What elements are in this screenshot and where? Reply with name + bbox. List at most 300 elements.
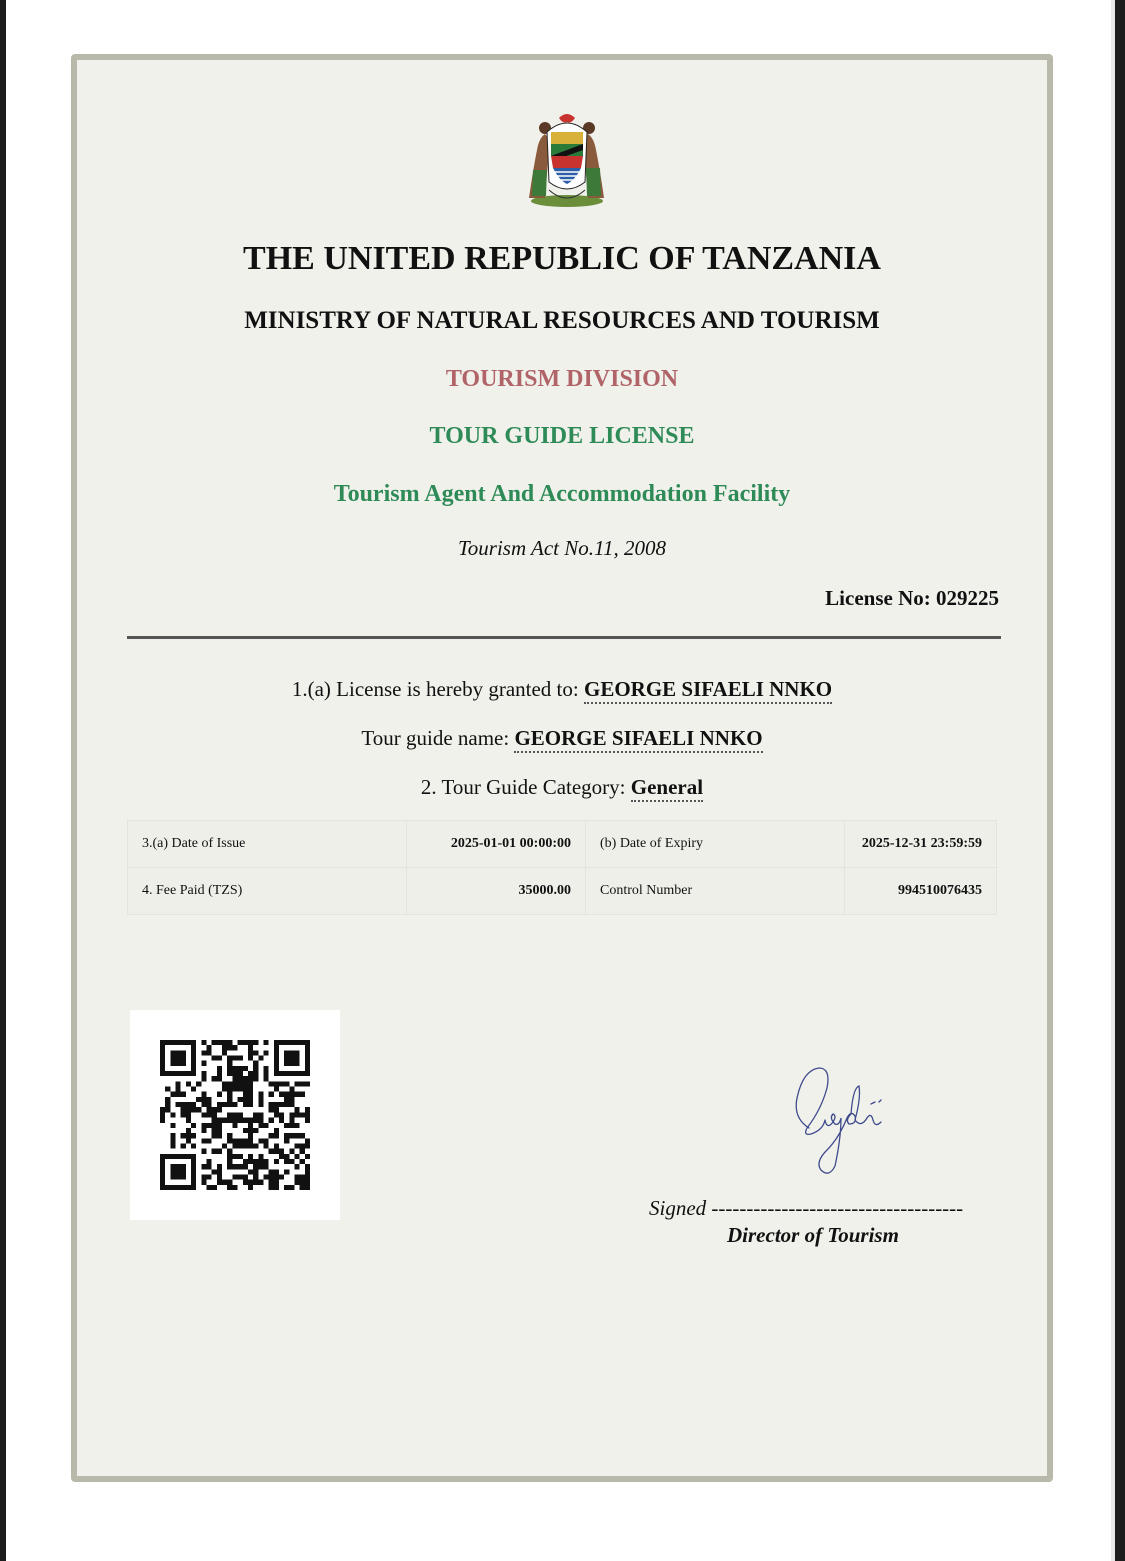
qr-module [176,1174,181,1179]
qr-module [212,1185,217,1190]
qr-module [238,1097,243,1102]
qr-code-icon [160,1040,310,1190]
qr-module [289,1061,294,1066]
qr-module [165,1154,170,1159]
qr-module [232,1071,237,1076]
qr-module [201,1040,206,1045]
qr-module [258,1123,263,1128]
qr-module [253,1050,258,1055]
qr-module [289,1040,294,1045]
qr-module [269,1174,274,1179]
qr-module [201,1164,206,1169]
qr-module [279,1118,284,1123]
qr-module [300,1071,305,1076]
qr-module [274,1133,279,1138]
qr-module [201,1180,206,1185]
qr-module [217,1076,222,1081]
qr-module [258,1112,263,1117]
qr-module [238,1118,243,1123]
qr-module [232,1154,237,1159]
qr-module [258,1118,263,1123]
qr-module [294,1081,299,1086]
qr-module [253,1118,258,1123]
qr-module [227,1159,232,1164]
qr-module [263,1071,268,1076]
qr-module [181,1185,186,1190]
qr-module [165,1040,170,1045]
qr-module [238,1081,243,1086]
qr-module [274,1061,279,1066]
qr-module [248,1123,253,1128]
qr-module [269,1107,274,1112]
qr-module [274,1159,279,1164]
qr-module [248,1159,253,1164]
qr-module [212,1107,217,1112]
signed-label: Signed [649,1196,707,1220]
qr-module [294,1071,299,1076]
qr-module [217,1133,222,1138]
qr-module [212,1056,217,1061]
qr-module [217,1102,222,1107]
qr-module [294,1123,299,1128]
qr-module [170,1056,175,1061]
qr-module [263,1164,268,1169]
qr-module [186,1133,191,1138]
qr-module [170,1174,175,1179]
qr-module [207,1097,212,1102]
qr-module [176,1164,181,1169]
signature-image [763,1058,889,1184]
qr-module [191,1061,196,1066]
grant-line-category [77,775,1047,800]
qr-module [176,1154,181,1159]
qr-module [212,1149,217,1154]
qr-module [274,1050,279,1055]
qr-module [263,1174,268,1179]
qr-module [212,1112,217,1117]
expiry-date-label: (b) Date of Expiry [586,821,845,868]
qr-module [289,1123,294,1128]
qr-module [305,1081,310,1086]
qr-module [176,1169,181,1174]
qr-module [222,1081,227,1086]
qr-module [284,1123,289,1128]
certificate-frame [71,54,1053,1482]
qr-module [181,1107,186,1112]
qr-module [248,1118,253,1123]
qr-module [243,1081,248,1086]
qr-module [263,1050,268,1055]
qr-module [248,1169,253,1174]
qr-module [269,1169,274,1174]
qr-module [227,1061,232,1066]
qr-module [289,1056,294,1061]
qr-module [165,1087,170,1092]
qr-module [227,1149,232,1154]
qr-module [253,1040,258,1045]
qr-module [258,1102,263,1107]
qr-module [176,1071,181,1076]
qr-module [212,1076,217,1081]
divider [127,636,1001,639]
qr-module [274,1066,279,1071]
qr-module [186,1128,191,1133]
qr-module [258,1154,263,1159]
qr-module [305,1185,310,1190]
qr-module [181,1112,186,1117]
qr-module [274,1087,279,1092]
qr-module [305,1050,310,1055]
qr-module [269,1180,274,1185]
qr-module [160,1118,165,1123]
qr-module [263,1123,268,1128]
qr-module [279,1071,284,1076]
qr-module [305,1174,310,1179]
qr-module [181,1133,186,1138]
qr-module [232,1045,237,1050]
qr-module [248,1081,253,1086]
qr-module [170,1133,175,1138]
qr-module [284,1185,289,1190]
qr-module [238,1112,243,1117]
qr-module [258,1164,263,1169]
qr-module [274,1081,279,1086]
qr-module [232,1123,237,1128]
qr-module [243,1087,248,1092]
qr-module [305,1056,310,1061]
qr-module [165,1185,170,1190]
qr-module [170,1040,175,1045]
qr-module [289,1050,294,1055]
qr-module [289,1102,294,1107]
qr-module [294,1154,299,1159]
qr-module [160,1107,165,1112]
qr-module [217,1164,222,1169]
qr-module [279,1040,284,1045]
qr-module [207,1185,212,1190]
qr-module [201,1149,206,1154]
qr-module [227,1164,232,1169]
qr-module [160,1045,165,1050]
qr-module [294,1107,299,1112]
qr-module [243,1128,248,1133]
qr-module [227,1118,232,1123]
qr-module [212,1133,217,1138]
qr-module [222,1118,227,1123]
qr-module [191,1174,196,1179]
qr-module [305,1045,310,1050]
qr-module [191,1169,196,1174]
qr-module [227,1138,232,1143]
qr-module [243,1164,248,1169]
qr-module [243,1066,248,1071]
qr-module [232,1056,237,1061]
qr-module [170,1164,175,1169]
qr-module [186,1040,191,1045]
qr-module [160,1071,165,1076]
qr-module [263,1143,268,1148]
screen-edge-left [0,0,6,1561]
qr-module [196,1097,201,1102]
qr-module [201,1071,206,1076]
qr-module [191,1180,196,1185]
qr-module [279,1081,284,1086]
qr-module [253,1159,258,1164]
qr-module [186,1185,191,1190]
qr-module [160,1056,165,1061]
qr-module [160,1169,165,1174]
qr-module [227,1081,232,1086]
grant-label: 1.(a) License is hereby granted to: [291,677,579,701]
qr-module [181,1154,186,1159]
qr-module [305,1071,310,1076]
qr-module [279,1174,284,1179]
qr-module [201,1112,206,1117]
qr-module [191,1185,196,1190]
qr-module [300,1185,305,1190]
qr-module [300,1081,305,1086]
qr-module [269,1102,274,1107]
qr-module [248,1143,253,1148]
qr-module [165,1071,170,1076]
qr-module [258,1138,263,1143]
fee-paid-label: 4. Fee Paid (TZS) [128,868,407,915]
qr-module [227,1185,232,1190]
qr-module [269,1092,274,1097]
qr-module [274,1056,279,1061]
qr-module [191,1087,196,1092]
qr-module [294,1092,299,1097]
qr-module [274,1149,279,1154]
qr-module [305,1066,310,1071]
qr-module [284,1056,289,1061]
qr-module [207,1045,212,1050]
qr-module [217,1174,222,1179]
qr-module [294,1061,299,1066]
qr-module [232,1076,237,1081]
qr-module [160,1164,165,1169]
qr-module [243,1076,248,1081]
qr-module [201,1128,206,1133]
qr-module [300,1180,305,1185]
qr-module [232,1081,237,1086]
qr-module [191,1066,196,1071]
qr-module [212,1123,217,1128]
qr-module [243,1102,248,1107]
qr-module [243,1097,248,1102]
qr-module [305,1143,310,1148]
qr-module [232,1143,237,1148]
expiry-date-value: 2025-12-31 23:59:59 [845,821,997,868]
qr-module [274,1102,279,1107]
qr-module [232,1185,237,1190]
qr-module [289,1159,294,1164]
qr-module [207,1123,212,1128]
qr-module [274,1071,279,1076]
qr-module [201,1102,206,1107]
qr-module [160,1040,165,1045]
qr-module [284,1061,289,1066]
qr-module [248,1092,253,1097]
qr-module [201,1050,206,1055]
qr-module [274,1107,279,1112]
qr-module [284,1081,289,1086]
qr-module [217,1056,222,1061]
qr-module [263,1040,268,1045]
qr-module [294,1180,299,1185]
ministry-title: MINISTRY OF NATURAL RESOURCES AND TOURISM [244,307,880,334]
qr-module [165,1107,170,1112]
qr-module [279,1154,284,1159]
qr-module [170,1143,175,1148]
qr-module [170,1123,175,1128]
qr-module [232,1174,237,1179]
qr-module [305,1061,310,1066]
qr-module [191,1123,196,1128]
qr-module [269,1185,274,1190]
qr-module [222,1050,227,1055]
qr-module [186,1071,191,1076]
qr-module [170,1050,175,1055]
qr-module [238,1066,243,1071]
qr-module [227,1087,232,1092]
qr-module [201,1061,206,1066]
qr-module [294,1143,299,1148]
qr-module [243,1092,248,1097]
qr-module [217,1128,222,1133]
qr-module [300,1159,305,1164]
qr-module [300,1040,305,1045]
qr-module [238,1174,243,1179]
qr-module [201,1097,206,1102]
qr-module [248,1133,253,1138]
qr-module [217,1118,222,1123]
qr-module [176,1092,181,1097]
grant-line-licensee [77,677,1047,702]
issue-date-label: 3.(a) Date of Issue [128,821,407,868]
qr-module [269,1118,274,1123]
qr-module [176,1056,181,1061]
qr-module [170,1112,175,1117]
qr-module [227,1154,232,1159]
qr-module [263,1076,268,1081]
qr-module [181,1061,186,1066]
qr-module [186,1107,191,1112]
qr-module [294,1056,299,1061]
qr-module [181,1092,186,1097]
qr-module [258,1056,263,1061]
qr-module [279,1092,284,1097]
qr-module [170,1138,175,1143]
qr-module [238,1056,243,1061]
qr-module [191,1107,196,1112]
qr-module [284,1050,289,1055]
qr-module [160,1066,165,1071]
qr-module [284,1159,289,1164]
qr-module [207,1112,212,1117]
qr-module [212,1118,217,1123]
qr-module [248,1154,253,1159]
qr-module [191,1071,196,1076]
qr-module [186,1102,191,1107]
qr-module [269,1133,274,1138]
qr-module [207,1164,212,1169]
qr-module [170,1092,175,1097]
qr-module [227,1071,232,1076]
qr-module [201,1092,206,1097]
qr-module [181,1164,186,1169]
qr-module [238,1040,243,1045]
qr-module [217,1040,222,1045]
qr-module [176,1061,181,1066]
qr-module [181,1071,186,1076]
qr-module [176,1087,181,1092]
qr-module [253,1169,258,1174]
grant-line-guide-name [77,726,1047,751]
qr-module [176,1040,181,1045]
qr-module [258,1097,263,1102]
qr-module [289,1097,294,1102]
qr-module [191,1133,196,1138]
qr-module [238,1087,243,1092]
qr-module [207,1050,212,1055]
qr-module [170,1154,175,1159]
qr-module [274,1045,279,1050]
qr-module [274,1180,279,1185]
qr-module [253,1164,258,1169]
qr-module [294,1050,299,1055]
signatory-title: Director of Tourism [727,1223,899,1247]
qr-module [217,1123,222,1128]
qr-module [294,1174,299,1179]
division-title: TOURISM DIVISION [445,366,679,392]
qr-module [160,1159,165,1164]
qr-module [207,1159,212,1164]
qr-module [300,1143,305,1148]
qr-module [207,1138,212,1143]
qr-module [181,1050,186,1055]
qr-module [243,1174,248,1179]
qr-module [227,1045,232,1050]
qr-module [289,1185,294,1190]
qr-module [227,1133,232,1138]
qr-module [305,1107,310,1112]
facility-title: Tourism Agent And Accommodation Facility [333,481,791,507]
qr-module [289,1071,294,1076]
qr-module [284,1040,289,1045]
qr-module [232,1102,237,1107]
qr-module [191,1159,196,1164]
qr-module [253,1128,258,1133]
qr-module [186,1138,191,1143]
qr-module [227,1092,232,1097]
qr-module [248,1076,253,1081]
qr-module [284,1154,289,1159]
qr-module [263,1066,268,1071]
qr-module [232,1138,237,1143]
qr-module [300,1092,305,1097]
qr-module [274,1143,279,1148]
qr-module [305,1169,310,1174]
qr-module [300,1149,305,1154]
qr-module [238,1143,243,1148]
qr-module [191,1050,196,1055]
qr-module [305,1180,310,1185]
qr-module [253,1112,258,1117]
qr-module [238,1071,243,1076]
qr-module [248,1128,253,1133]
qr-module [253,1066,258,1071]
